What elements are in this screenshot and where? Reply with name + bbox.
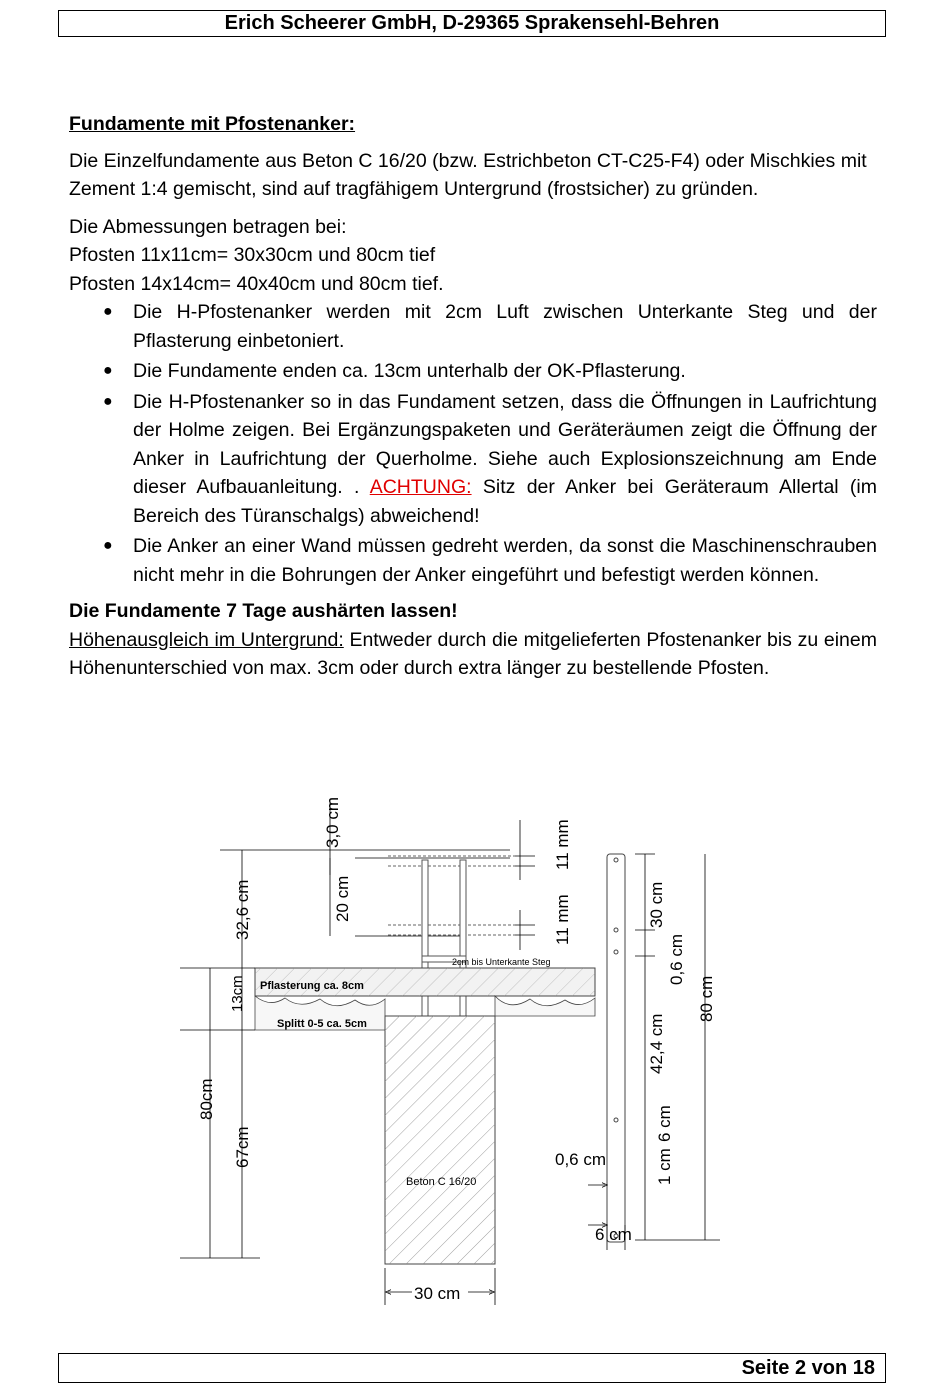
label-13cm: 13cm (229, 975, 246, 1012)
page-footer (58, 1353, 886, 1383)
label-20cm: 20 cm (333, 875, 352, 922)
label-06cm-right: 0,6 cm (667, 933, 686, 985)
warning-label: ACHTUNG: (369, 476, 472, 498)
bullet-list (69, 298, 877, 589)
bullet-icon: ● (103, 537, 113, 554)
height-label: Höhenausgleich im Untergrund: (69, 628, 344, 651)
bullet-icon: ● (103, 303, 113, 320)
concrete-label: Beton C 16/20 (406, 1176, 477, 1188)
gravel-label: Splitt 0-5 ca. 5cm (277, 1018, 367, 1030)
label-6cm-bottom: 6 cm (595, 1225, 632, 1244)
label-67cm: 67cm (233, 1126, 252, 1168)
paving-label: Pflasterung ca. 8cm (260, 980, 364, 992)
gap-label: 2cm bis Unterkante Steg (452, 957, 551, 967)
bullet-item: ● Die Anker an einer Wand müssen gedreht werden, da sonst die Maschinenschrauben nicht mehr in die Bohrungen der Anker eingeführt und befestigt werden können. (69, 532, 877, 589)
anchor-side-view (607, 854, 625, 1242)
height-paragraph: Höhenausgleich im Untergrund: Entweder durch die mitgelieferten Pfostenanker bis zu einem Höhenunterschied von max. 3cm oder durch extra länger zu bestellende Pfosten. (69, 628, 877, 679)
label-424cm: 42,4 cm (647, 1013, 666, 1074)
header-title: Erich Scheerer GmbH, D-29365 Sprakensehl-Behren (224, 12, 720, 34)
label-80cm-left: 80cm (197, 1078, 216, 1120)
label-30cm-right: 30 cm (647, 881, 666, 928)
gravel-layer-right (495, 996, 595, 1016)
dims-line-2: Pfosten 14x14cm= 40x40cm und 80cm tief. (69, 272, 444, 295)
bullet-icon: ● (103, 392, 113, 410)
label-11mm-top: 11 mm (553, 819, 572, 870)
page-number: Seite 2 von 18 (741, 1357, 875, 1379)
label-6cm-right: 6 cm (655, 1105, 674, 1142)
label-06cm-bottom: 0,6 cm (555, 1150, 607, 1169)
paragraph-foundation: Die Einzelfundamente aus Beton C 16/20 (bzw. Estrichbeton CT-C25-F4) oder Mischkies mit Zement 1:4 gemischt, sind auf tragfähigem Untergrund (frostsicher) zu gründen. (69, 149, 867, 200)
bullet-icon: ● (103, 362, 113, 379)
foundation-diagram (160, 780, 760, 1320)
dims-line-1: Pfosten 11x11cm= 30x30cm und 80cm tief (69, 244, 436, 266)
cure-note: Die Fundamente 7 Tage aushärten lassen! (69, 600, 458, 622)
label-30cm-bottom: 30 cm (414, 1284, 461, 1303)
dims-intro: Die Abmessungen betragen bei: (69, 215, 347, 238)
main-content (69, 110, 877, 683)
page-header (58, 10, 886, 37)
label-80cm-right: 80 cm (697, 975, 716, 1022)
label-3cm: 3,0 cm (323, 796, 342, 848)
label-326cm: 32,6 cm (233, 879, 252, 940)
label-11mm-bottom: 11 mm (553, 894, 572, 945)
label-1cm: 1 cm (655, 1148, 674, 1185)
bullet-item: ● Die H-Pfostenanker werden mit 2cm Luft zwischen Unterkante Steg und der Pflasterung einbetoniert. (69, 298, 877, 355)
bullet-item: ● Die H-Pfostenanker so in das Fundament setzen, dass die Öffnungen in Laufrichtung der Holme zeigen. Bei Ergänzungspaketen und Geräteräumen zeigt die Öffnung der Anker in Laufrichtung der Querholme. Siehe auch Explosionszeichnung am Ende dieser Aufbauanleitung. . ACHTUNG: Sitz der Anker bei Geräteraum Allertal (im Bereich des Türanschalgs) abweichend! (69, 388, 877, 531)
concrete-hatch (385, 1016, 495, 1264)
section-title: Fundamente mit Pfostenanker: (69, 113, 356, 135)
bullet-item: ● Die Fundamente enden ca. 13cm unterhalb der OK-Pflasterung. (69, 357, 877, 386)
